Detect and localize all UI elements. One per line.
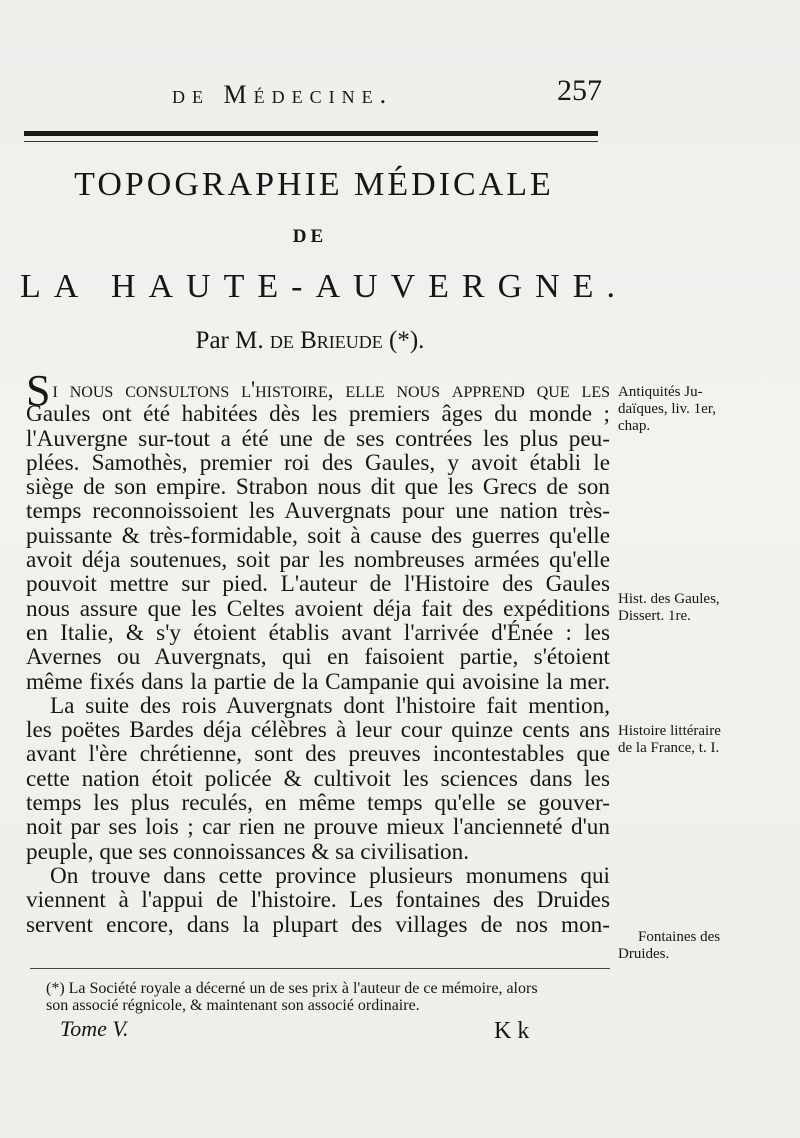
text-line: viennent à l'appui de l'histoire. Les fontaines des Druides: [26, 887, 610, 914]
author-line: [0, 327, 620, 355]
running-head: [172, 74, 602, 114]
text-line: puissante & très-formidable, soit à cause des guerres qu'elle: [26, 522, 610, 549]
signature-mark: Tome V.: [60, 1016, 129, 1041]
text-line: Gaules ont été habitées dès les premiers âges du monde ;: [26, 401, 610, 428]
running-head-title: de Médecine.: [172, 80, 394, 109]
body-text: [26, 366, 610, 938]
text-line: même fixés dans la partie de la Campanie qui avoisine la mer.: [26, 668, 610, 695]
text-line: temps les plus reculés, en même temps qu'elle se gouver-: [26, 790, 610, 817]
author-note-mark: (*).: [389, 327, 425, 354]
author-prefix: Par M.: [195, 327, 264, 354]
margin-note: Hist. des Gaules, Dissert. 1re.: [618, 591, 720, 624]
text-line: nous assure que les Celtes avoient déja fait des expéditions: [26, 595, 610, 622]
page-number: 257: [557, 74, 602, 107]
text-line: cette nation étoit policée & cultivoit les sciences dans les: [26, 765, 610, 792]
margin-note: Antiquités Ju- daïques, liv. 1er, chap.: [618, 384, 716, 434]
drop-cap: S: [26, 366, 51, 415]
text-line: pouvoit mettre sur pied. L'auteur de l'Histoire des Gaules: [26, 571, 610, 598]
text-line: siège de son empire. Strabon nous dit que les Grecs de son: [26, 474, 610, 501]
text-line: Avernes ou Auvergnats, qui en faisoient partie, s'étoient: [26, 644, 610, 671]
footnote: (*) La Société royale a décerné un de ses prix à l'auteur de ce mémoire, alors son associé régnicole, & maintenant son associé ordinaire.: [46, 980, 538, 1014]
text-line: On trouve dans cette province plusieurs monumens qui: [50, 862, 610, 889]
title-line-2: DE: [292, 226, 328, 247]
margin-note: Fontaines des Druides.: [618, 929, 721, 962]
title-line-3: LA HAUTE-AUVERGNE.: [20, 268, 628, 305]
margin-note: Histoire littéraire de la France, t. I.: [618, 723, 721, 756]
text-line: l'Auvergne sur-tout a été une de ses contrées les plus peu-: [26, 425, 610, 452]
text-line: temps reconnoissoient les Auvergnats pour une nation très-: [26, 498, 610, 525]
text-line: peuple, que ses connoissances & sa civilisation.: [26, 838, 470, 865]
text-line: en Italie, & s'y étoient établis avant l'arrivée d'Énée : les: [26, 619, 610, 646]
footnote-rule: [30, 968, 610, 969]
text-line: avoit déja soutenues, soit par les nombreuses armées qu'elle: [26, 547, 610, 574]
text-line: Si nous consultons l'histoire, elle nous apprend que les: [26, 366, 610, 415]
author-name: de Brieude: [269, 327, 383, 354]
text-line: servent encore, dans la plupart des villages de nos mon-: [26, 911, 610, 938]
text-line: noit par ses lois ; car rien ne prouve mieux l'ancienneté d'un: [26, 814, 610, 841]
catchword: K k: [494, 1018, 530, 1044]
text-line: La suite des rois Auvergnats dont l'histoire fait mention,: [50, 692, 610, 719]
header-rule-thick: [24, 131, 598, 136]
title-line-1: TOPOGRAPHIE MÉDICALE: [74, 166, 554, 203]
text-line: avant l'ère chrétienne, sont des preuves incontestables que: [26, 741, 610, 768]
text-line: les poëtes Bardes déja célèbres à leur cour quinze cents ans: [26, 717, 610, 744]
header-rule-thin: [24, 141, 598, 142]
text-line: plées. Samothès, premier roi des Gaules, y avoit établi le: [26, 449, 610, 476]
